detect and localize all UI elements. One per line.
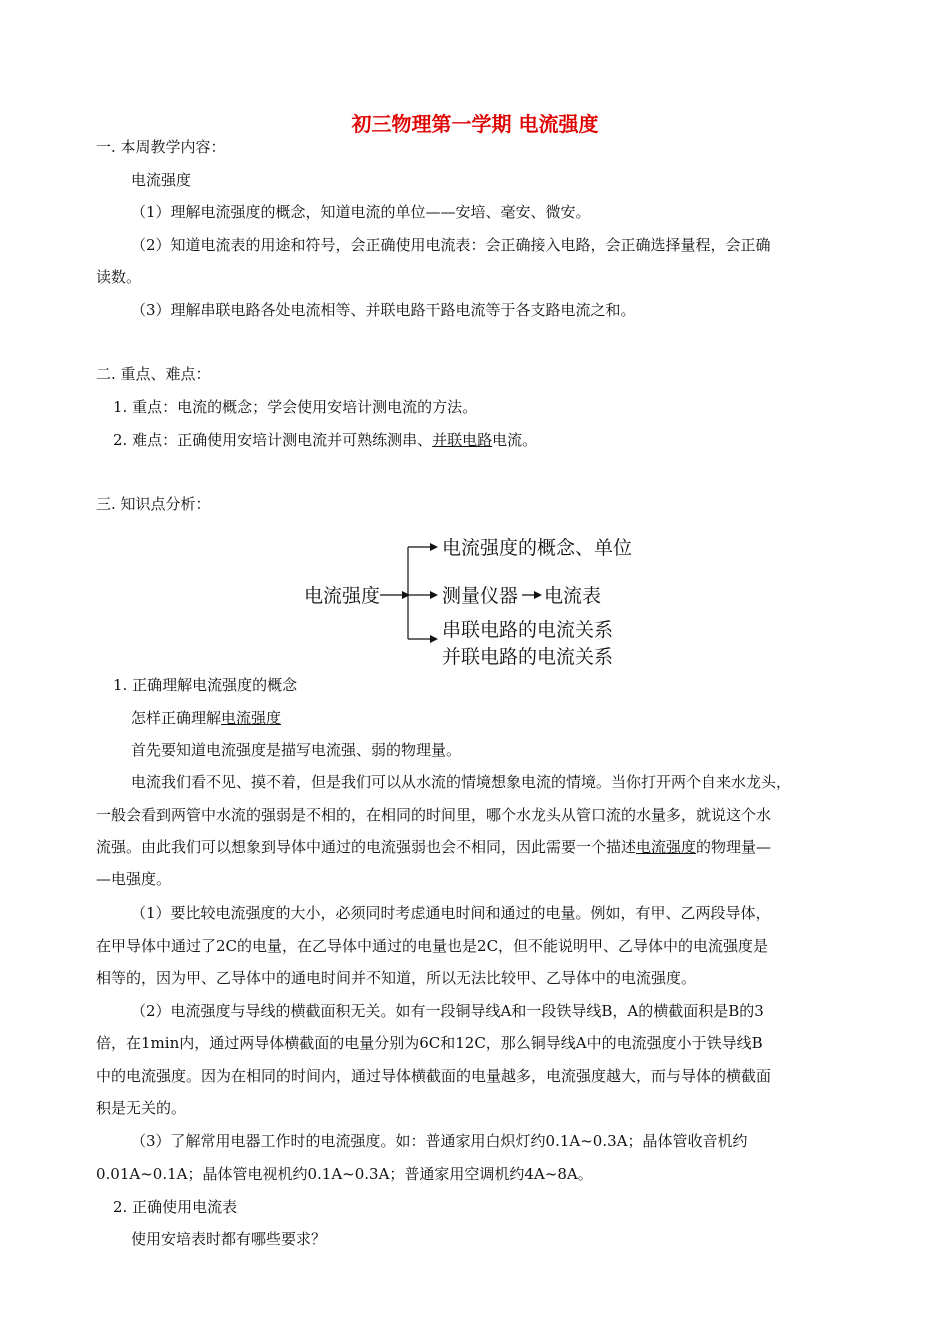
paragraph: 中的电流强度。因为在相同的时间内，通过导体横截面的电量越多，电流强度越大，而与导体的横截面	[96, 1067, 772, 1085]
paragraph: 一般会看到两管中水流的强弱是不相的，在相同的时间里，哪个水龙头从管口流的水量多，就说这个水	[96, 806, 772, 824]
section-3-heading: 三. 知识点分析：	[96, 495, 211, 513]
section-2-item: 2. 难点：正确使用安培计测电流并可熟练测串、并联电路电流。	[113, 431, 538, 449]
paragraph: 积是无关的。	[96, 1099, 187, 1117]
paragraph: 在甲导体中通过了2C的电量，在乙导体中通过的电量也是2C，但不能说明甲、乙导体中的电流强度是	[96, 937, 769, 955]
paragraph: 0.01A~0.1A；晶体管电视机约0.1A~0.3A；普通家用空调机约4A~8A。	[96, 1165, 593, 1183]
diagram-branch-parallel: 并联电路的电流关系	[442, 646, 614, 668]
current-intensity-link[interactable]: 电流强度	[221, 709, 282, 727]
section-1-paragraph: 读数。	[96, 268, 142, 286]
section-1-paragraph: （3）理解串联电路各处电流相等、并联电路干路电流等于各支路电流之和。	[131, 301, 636, 319]
paragraph: （2）电流强度与导线的横截面积无关。如有一段铜导线A和一段铁导线B，A的横截面积是B的3	[131, 1002, 764, 1020]
section-1-heading: 一. 本周教学内容：	[96, 138, 226, 156]
section-1-paragraph: （2）知道电流表的用途和符号，会正确使用电流表：会正确接入电路，会正确选择量程，会正确	[131, 236, 771, 254]
diagram-root: 电流强度	[304, 585, 381, 607]
current-intensity-link[interactable]: 电流强度	[636, 838, 697, 856]
knowledge-1-question: 怎样正确理解电流强度	[131, 709, 282, 727]
diagram-branch-series: 串联电路的电流关系	[442, 619, 614, 641]
paragraph: 流强。由此我们可以想象到导体中通过的电流强弱也会不相同，因此需要一个描述电流强度的物理量—	[96, 838, 772, 856]
section-1-topic: 电流强度	[131, 171, 192, 189]
diagram-branch-instrument: 测量仪器	[442, 585, 519, 607]
section-2-heading: 二. 重点、难点：	[96, 365, 211, 383]
diagram-ammeter: 电流表	[544, 585, 602, 607]
section-2-item: 1. 重点：电流的概念；学会使用安培计测电流的方法。	[113, 398, 478, 416]
knowledge-1-heading: 1. 正确理解电流强度的概念	[113, 676, 298, 694]
knowledge-2-question: 使用安培表时都有哪些要求？	[131, 1230, 327, 1248]
paragraph: （3）了解常用电器工作时的电流强度。如：普通家用白炽灯约0.1A~0.3A；晶体管收音机约	[131, 1132, 748, 1150]
knowledge-2-heading: 2. 正确使用电流表	[113, 1198, 238, 1216]
concept-diagram	[296, 536, 636, 676]
paragraph: （1）要比较电流强度的大小，必须同时考虑通电时间和通过的电量。例如，有甲、乙两段导体，	[131, 904, 771, 922]
paragraph: —电强度。	[96, 870, 172, 888]
paragraph: 首先要知道电流强度是描写电流强、弱的物理量。	[131, 741, 462, 759]
paragraph: 倍，在1min内，通过两导体横截面的电量分别为6C和12C，那么铜导线A中的电流强度小于铁导线B	[96, 1034, 763, 1052]
paragraph: 相等的，因为甲、乙导体中的通电时间并不知道，所以无法比较甲、乙导体中的电流强度。	[96, 969, 697, 987]
page-title: 初三物理第一学期 电流强度	[351, 112, 599, 136]
diagram-branch-concept: 电流强度的概念、单位	[442, 537, 633, 559]
section-1-paragraph: （1）理解电流强度的概念，知道电流的单位——安培、毫安、微安。	[131, 203, 591, 221]
paragraph: 电流我们看不见、摸不着，但是我们可以从水流的情境想象电流的情境。当你打开两个自来水龙头，	[131, 773, 792, 791]
parallel-circuit-link[interactable]: 并联电路	[432, 431, 493, 449]
